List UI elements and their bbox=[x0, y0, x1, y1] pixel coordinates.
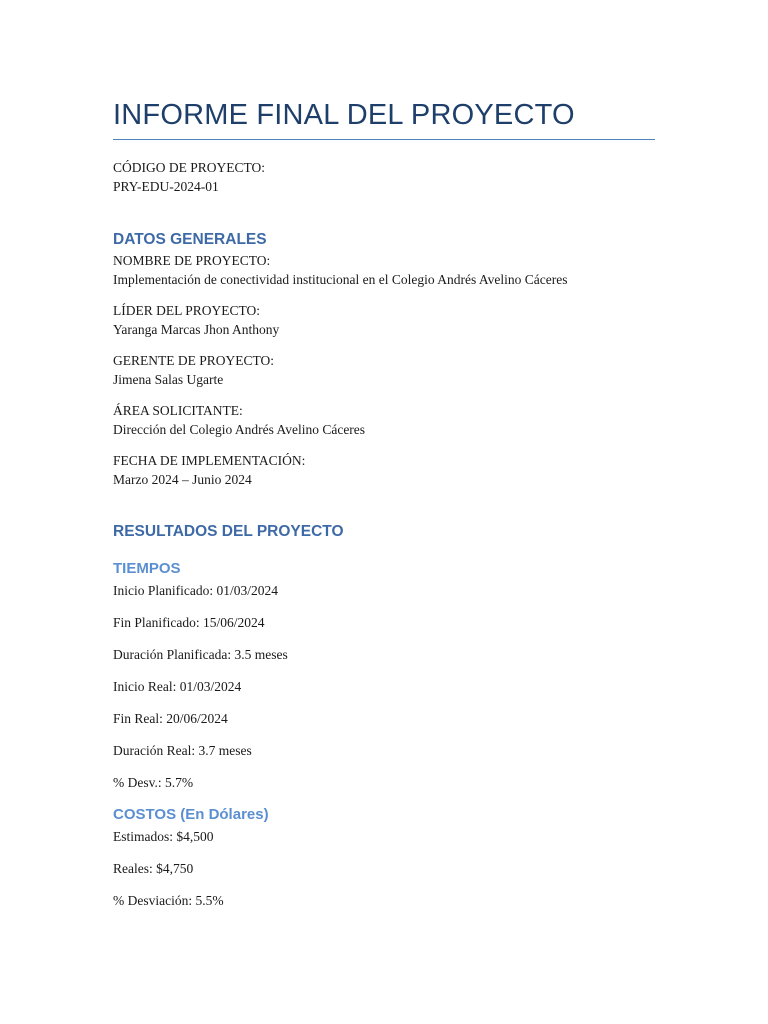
project-code-value: PRY-EDU-2024-01 bbox=[113, 179, 219, 194]
costos-line: Reales: $4,750 bbox=[113, 861, 194, 876]
tiempos-line: % Desv.: 5.7% bbox=[113, 775, 194, 790]
field-label: GERENTE DE PROYECTO: bbox=[113, 353, 274, 368]
field-project-leader bbox=[113, 301, 655, 339]
field-value: Yaranga Marcas Jhon Anthony bbox=[113, 322, 280, 337]
tiempos-line: Fin Real: 20/06/2024 bbox=[113, 711, 228, 726]
tiempos-line: Inicio Real: 01/03/2024 bbox=[113, 679, 242, 694]
field-value: Marzo 2024 – Junio 2024 bbox=[113, 472, 252, 487]
field-project-name bbox=[113, 251, 655, 289]
tiempos-line: Duración Real: 3.7 meses bbox=[113, 743, 252, 758]
project-code-label: CÓDIGO DE PROYECTO: bbox=[113, 160, 266, 175]
field-label: ÁREA SOLICITANTE: bbox=[113, 403, 243, 418]
field-implementation-date bbox=[113, 451, 655, 489]
project-code-block bbox=[113, 158, 655, 196]
title-underline bbox=[113, 139, 655, 140]
field-label: NOMBRE DE PROYECTO: bbox=[113, 253, 271, 268]
tiempos-line: Duración Planificada: 3.5 meses bbox=[113, 647, 288, 662]
field-value: Implementación de conectividad institucional en el Colegio Andrés Avelino Cáceres bbox=[113, 272, 568, 287]
field-project-manager bbox=[113, 351, 655, 389]
field-label: FECHA DE IMPLEMENTACIÓN: bbox=[113, 453, 306, 468]
field-value: Jimena Salas Ugarte bbox=[113, 372, 224, 387]
tiempos-line: Fin Planificado: 15/06/2024 bbox=[113, 615, 265, 630]
document-title: INFORME FINAL DEL PROYECTO bbox=[113, 99, 575, 131]
costos-line: Estimados: $4,500 bbox=[113, 829, 214, 844]
tiempos-heading: TIEMPOS bbox=[113, 560, 181, 577]
document-content bbox=[113, 96, 655, 910]
costos-line: % Desviación: 5.5% bbox=[113, 893, 224, 908]
field-requesting-area bbox=[113, 401, 655, 439]
tiempos-line: Inicio Planificado: 01/03/2024 bbox=[113, 583, 278, 598]
field-label: LÍDER DEL PROYECTO: bbox=[113, 303, 260, 318]
costos-heading: COSTOS (En Dólares) bbox=[113, 806, 269, 823]
datos-generales-heading: DATOS GENERALES bbox=[113, 231, 267, 248]
field-value: Dirección del Colegio Andrés Avelino Cáceres bbox=[113, 422, 366, 437]
resultados-heading: RESULTADOS DEL PROYECTO bbox=[113, 523, 344, 540]
